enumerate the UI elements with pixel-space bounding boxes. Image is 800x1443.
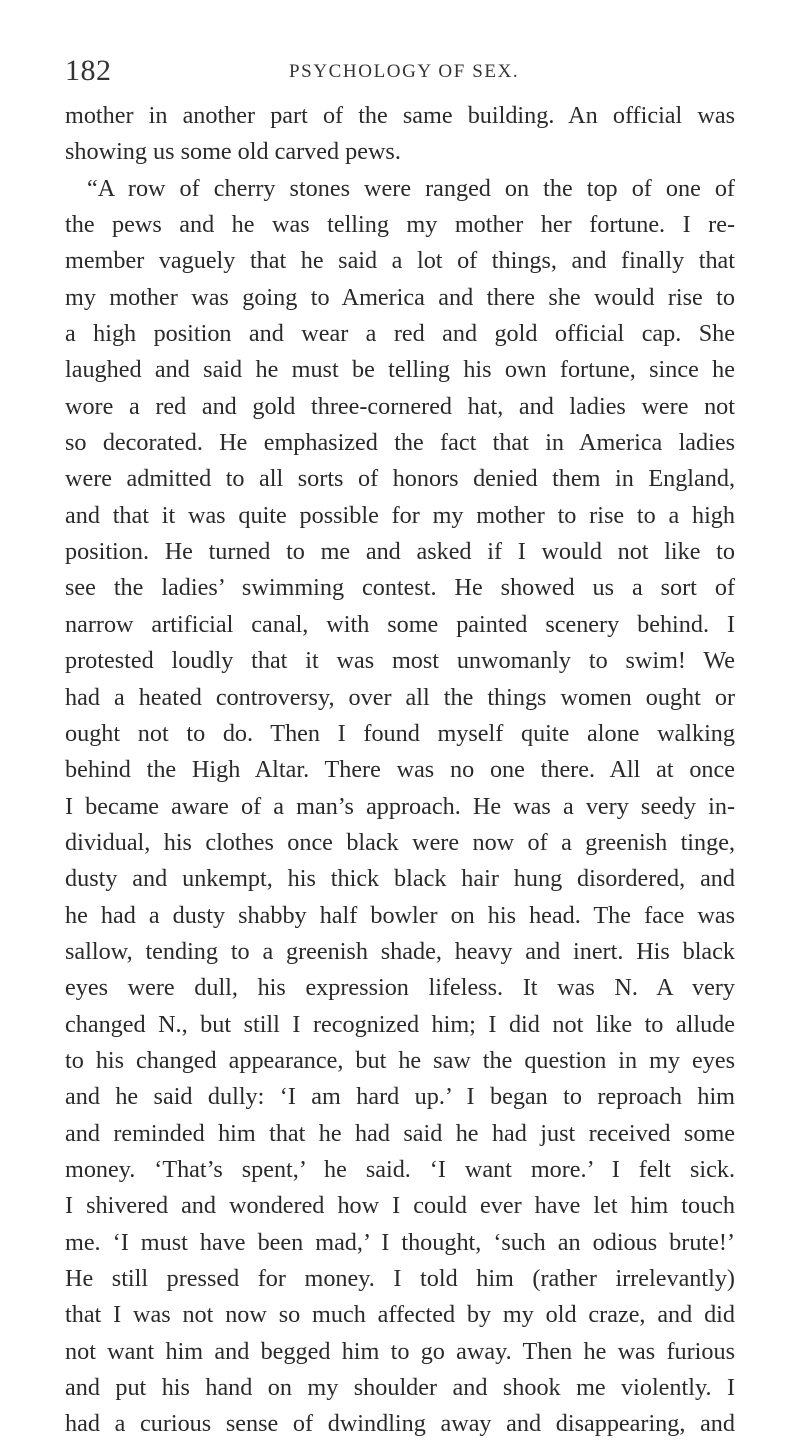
text-line: and that it was quite possible for my mother to rise to a high [65,501,735,529]
text-line: had a curious sense of dwindling away and disappearing, and [65,1410,735,1438]
text-line: position. He turned to me and asked if I would not like to [65,538,735,566]
text-line: “A row of cherry stones were ranged on the top of one of [87,174,735,202]
text-line: member vaguely that he said a lot of things, and finally that [65,247,735,275]
text-line: money. ‘That’s spent,’ he said. ‘I want more.’ I felt sick. [65,1155,735,1183]
text-line: had a heated controversy, over all the things women ought or [65,683,735,711]
text-line: and reminded him that he had said he had just received some [65,1119,735,1147]
text-line: I became aware of a man’s approach. He was a very seedy in- [65,792,735,820]
text-line: to his changed appearance, but he saw the question in my eyes [65,1046,735,1074]
text-line: laughed and said he must be telling his own fortune, since he [65,356,735,384]
text-line: see the ladies’ swimming contest. He showed us a sort of [65,574,735,602]
running-title: PSYCHOLOGY OF SEX. [289,61,520,82]
text-line: me. ‘I must have been mad,’ I thought, ‘such an odious brute!’ [65,1228,735,1256]
text-line: so decorated. He emphasized the fact that in America ladies [65,429,735,457]
text-line: eyes were dull, his expression lifeless. It was N. A very [65,974,735,1002]
text-line: a high position and wear a red and gold official cap. She [65,320,735,348]
text-line: dividual, his clothes once black were now of a greenish tinge, [65,828,735,856]
text-line: He still pressed for money. I told him (rather irrelevantly) [65,1265,735,1292]
text-line: mother in another part of the same building. An official was [65,102,735,129]
text-line: not want him and begged him to go away. Then he was furious [65,1337,735,1365]
text-line: dusty and unkempt, his thick black hair hung disordered, and [65,865,735,893]
text-line: showing us some old carved pews. [65,138,401,166]
text-line: sallow, tending to a greenish shade, heavy and inert. His black [65,937,735,965]
text-line: and put his hand on my shoulder and shook me violently. I [65,1374,735,1402]
text-line: I shivered and wondered how I could ever have let him touch [65,1192,735,1220]
text-line: ought not to do. Then I found myself quite alone walking [65,719,735,747]
text-line: behind the High Altar. There was no one there. All at once [65,756,735,784]
running-head [65,54,735,90]
text-line: wore a red and gold three-cornered hat, and ladies were not [65,392,735,420]
text-line: protested loudly that it was most unwomanly to swim! We [65,647,735,675]
text-line: narrow artificial canal, with some painted scenery behind. I [65,610,735,638]
text-line: changed N., but still I recognized him; I did not like to allude [65,1010,735,1038]
page-number: 182 [65,54,112,87]
text-line: and he said dully: ‘I am hard up.’ I began to reproach him [65,1083,735,1111]
text-line: he had a dusty shabby half bowler on his head. The face was [65,901,735,929]
text-line: the pews and he was telling my mother her fortune. I re- [65,211,735,239]
text-line: were admitted to all sorts of honors denied them in England, [65,465,735,493]
text-line: that I was not now so much affected by my old craze, and did [65,1301,735,1329]
text-line: my mother was going to America and there she would rise to [65,283,735,311]
body-text [65,98,735,1443]
